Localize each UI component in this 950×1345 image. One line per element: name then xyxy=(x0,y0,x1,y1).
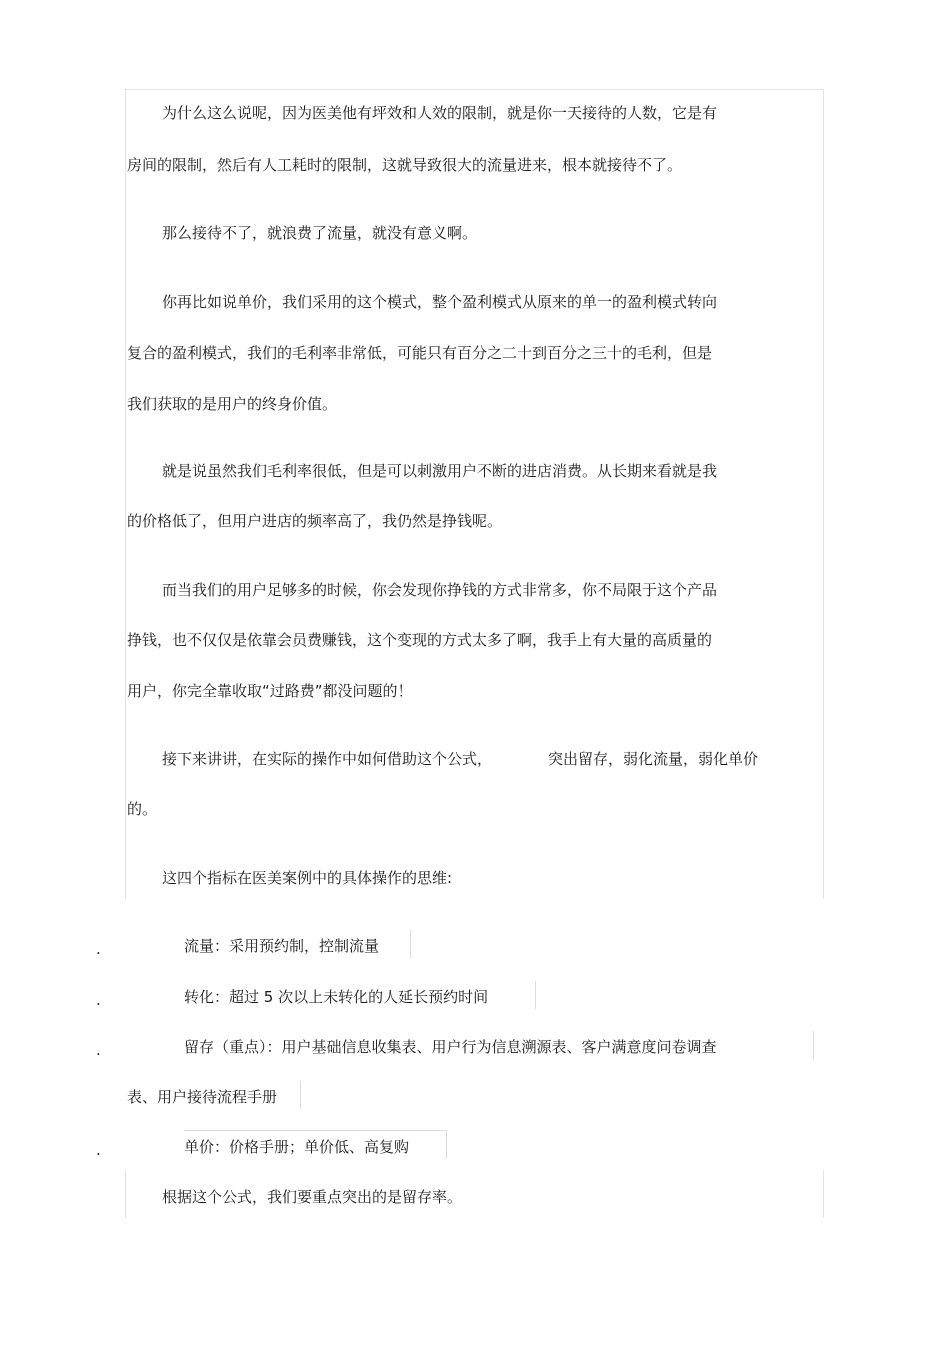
frame-top-rule xyxy=(125,89,824,90)
list-item-4: 单价：价格手册；单价低、高复购 xyxy=(184,1138,410,1156)
paragraph-6-line-1-part-1: 接下来讲讲，在实际的操作中如何借助这个公式， xyxy=(162,750,493,768)
list-bullet-3: . xyxy=(96,1041,101,1059)
paragraph-7-line-1: 这四个指标在医美案例中的具体操作的思维: xyxy=(162,869,453,887)
paragraph-3-line-1: 你再比如说单价，我们采用的这个模式，整个盈利模式从原来的单一的盈利模式转向 xyxy=(162,293,718,311)
paragraph-3-line-2: 复合的盈利模式，我们的毛利率非常低，可能只有百分之二十到百分之三十的毛利，但是 xyxy=(127,344,713,362)
list-item-1: 流量：采用预约制，控制流量 xyxy=(184,937,380,955)
list-item-3-line-2-rule xyxy=(300,1081,301,1109)
closing-paragraph: 根据这个公式，我们要重点突出的是留存率。 xyxy=(162,1188,463,1206)
list-item-3-rule-right xyxy=(813,1031,814,1059)
list-bullet-2: . xyxy=(96,991,101,1009)
closing-right-rule xyxy=(823,1170,824,1218)
frame-left-rule xyxy=(125,89,126,899)
list-item-3-line-1: 留存（重点）：用户基础信息收集表、用户行为信息溯源表、客户满意度问卷调查 xyxy=(184,1038,717,1056)
list-bullet-1: . xyxy=(96,940,101,958)
paragraph-5-line-2: 挣钱，也不仅仅是依靠会员费赚钱，这个变现的方式太多了啊，我手上有大量的高质量的 xyxy=(127,631,713,649)
paragraph-2-line-1: 那么接待不了，就浪费了流量，就没有意义啊。 xyxy=(162,224,478,242)
list-bullet-4: . xyxy=(96,1141,101,1159)
paragraph-6-line-2: 的。 xyxy=(127,800,158,818)
list-item-1-rule xyxy=(410,930,411,958)
paragraph-5-line-1: 而当我们的用户足够多的时候，你会发现你挣钱的方式非常多，你不局限于这个产品 xyxy=(162,581,718,599)
list-item-3-line-2: 表、用户接待流程手册 xyxy=(127,1088,278,1106)
list-item-2: 转化：超过 5 次以上未转化的人延长预约时间 xyxy=(184,988,489,1006)
paragraph-6-line-1-part-2: 突出留存，弱化流量，弱化单价 xyxy=(548,750,759,768)
list-item-2-rule xyxy=(535,981,536,1009)
paragraph-4-line-2: 的价格低了，但用户进店的频率高了，我仍然是挣钱呢。 xyxy=(127,512,503,530)
closing-left-rule xyxy=(125,1170,126,1218)
paragraph-4-line-1: 就是说虽然我们毛利率很低，但是可以刺激用户不断的进店消费。从长期来看就是我 xyxy=(162,462,718,480)
list-item-4-rule xyxy=(446,1130,447,1158)
list-item-4-top-rule xyxy=(184,1130,446,1131)
paragraph-3-line-3: 我们获取的是用户的终身价值。 xyxy=(127,395,338,413)
frame-right-rule xyxy=(823,89,824,899)
paragraph-1-line-2: 房间的限制，然后有人工耗时的限制，这就导致很大的流量进来，根本就接待不了。 xyxy=(127,156,683,174)
paragraph-1-line-1: 为什么这么说呢，因为医美他有坪效和人效的限制，就是你一天接待的人数，它是有 xyxy=(162,104,718,122)
paragraph-5-line-3: 用户，你完全靠收取“过路费”都没问题的！ xyxy=(127,682,413,700)
